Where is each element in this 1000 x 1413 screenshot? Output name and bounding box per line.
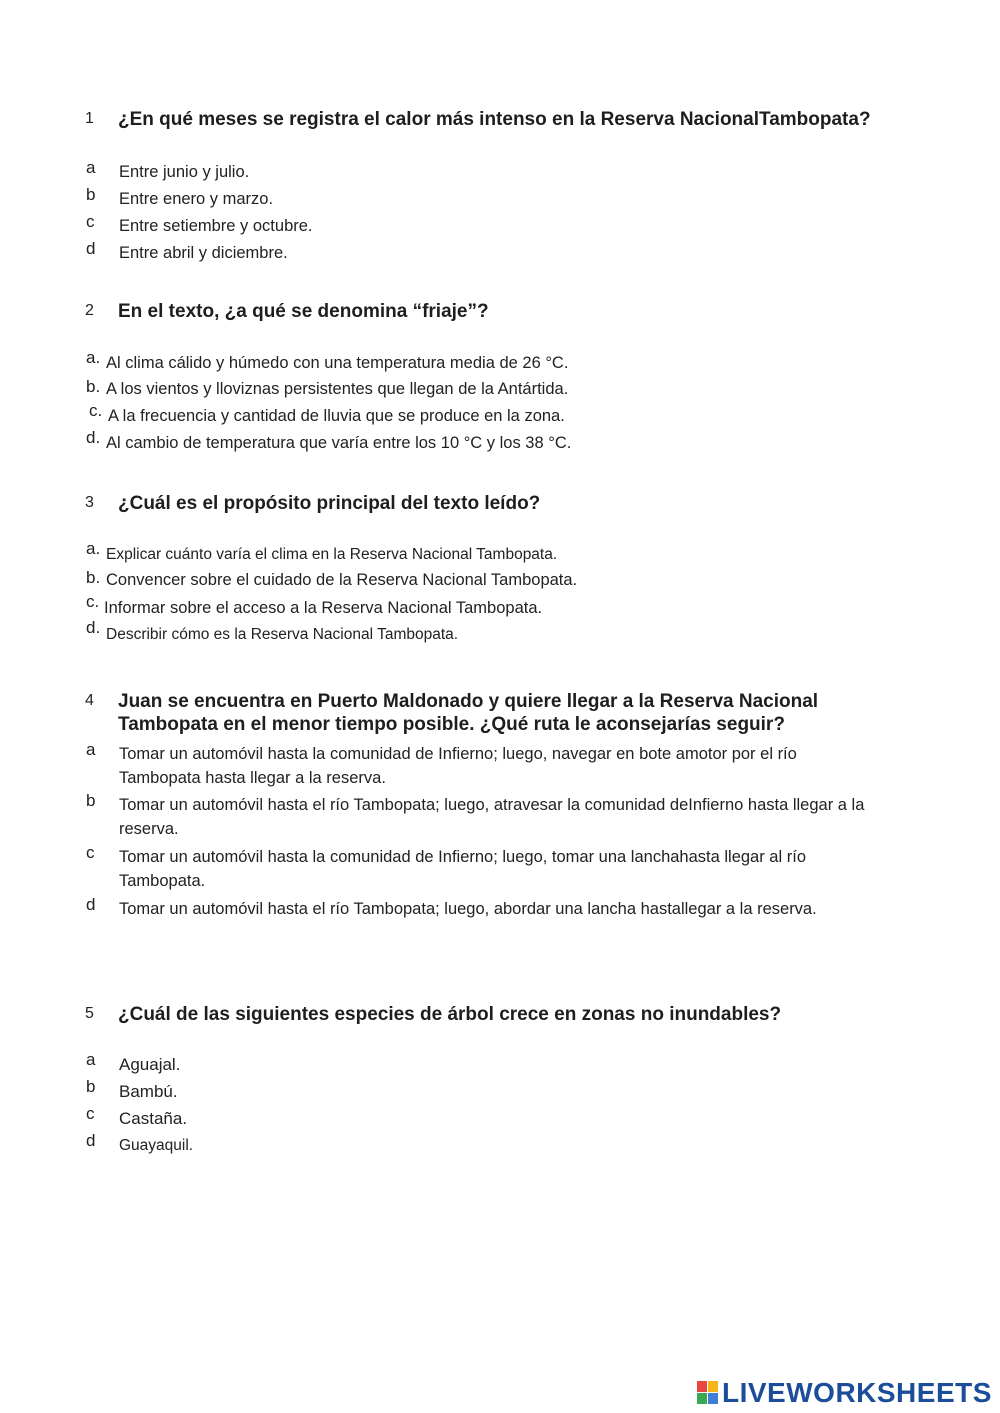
option-letter: c.	[89, 401, 103, 420]
option-letter: b.	[86, 568, 101, 587]
option-text-line-1: Tomar un automóvil hasta la comunidad de Infierno; luego, tomar una lanchahasta llegar al río	[119, 848, 806, 866]
question-3	[0, 492, 1000, 643]
option-letter: a.	[86, 539, 101, 558]
option-letter: b.	[86, 377, 101, 396]
option-letter: b	[86, 1077, 96, 1096]
option-letter: d.	[86, 618, 101, 637]
question-header	[0, 492, 1000, 516]
option-letter: c	[86, 212, 95, 231]
option-letter: c	[86, 843, 95, 862]
question-text: ¿Cuál es el propósito principal del texto leído?	[118, 493, 541, 514]
option-text-line-2: reserva.	[119, 820, 179, 838]
option-text: Bambú.	[119, 1082, 178, 1101]
option-text: A los vientos y lloviznas persistentes que llegan de la Antártida.	[106, 380, 569, 398]
option-letter: c	[86, 1104, 95, 1123]
option-text: Convencer sobre el cuidado de la Reserva Nacional Tambopata.	[106, 571, 578, 589]
option-letter: a	[86, 1050, 96, 1069]
option-letter: a	[86, 158, 96, 177]
option-text: Informar sobre el acceso a la Reserva Nacional Tambopata.	[104, 599, 543, 617]
option-text: Al clima cálido y húmedo con una temperatura media de 26 °C.	[106, 354, 569, 372]
option-text-line-2: Tambopata.	[119, 872, 206, 890]
option-letter: d	[86, 1131, 96, 1150]
option-text-line-1: Tomar un automóvil hasta el río Tambopata; luego, atravesar la comunidad deInfierno hasta llegar a la	[119, 796, 865, 814]
option-text: Castaña.	[119, 1109, 188, 1128]
option-letter: b	[86, 791, 96, 810]
question-number: 4	[85, 692, 94, 709]
option-text: Entre enero y marzo.	[119, 190, 274, 208]
logo-text: LIVEWORKSHEETS	[722, 1377, 992, 1408]
option-text: A la frecuencia y cantidad de lluvia que se produce en la zona.	[108, 407, 565, 425]
option-text: Entre junio y julio.	[119, 163, 250, 181]
logo-mark-icon	[697, 1381, 719, 1405]
question-number: 2	[85, 302, 94, 319]
liveworksheets-logo	[697, 1378, 992, 1408]
question-number: 3	[85, 494, 94, 511]
option-text: Aguajal.	[119, 1055, 181, 1074]
question-number: 5	[85, 1005, 94, 1022]
question-text-line-2: Tambopata en el menor tiempo posible. ¿Qué ruta le aconsejarías seguir?	[118, 714, 785, 735]
question-number: 1	[85, 110, 94, 127]
question-1	[0, 108, 1000, 262]
option-text-line-1: Tomar un automóvil hasta la comunidad de Infierno; luego, navegar en bote amotor por el río	[119, 745, 797, 763]
option-text: Entre abril y diciembre.	[119, 244, 288, 262]
question-header	[0, 108, 1000, 132]
option-letter: a	[86, 740, 96, 759]
option-letter: c.	[86, 592, 100, 611]
option-text: Al cambio de temperatura que varía entre los 10 °C y los 38 °C.	[106, 434, 572, 452]
question-text: ¿Cuál de las siguientes especies de árbol crece en zonas no inundables?	[118, 1004, 782, 1025]
question-header	[0, 1003, 1000, 1027]
option-letter: a.	[86, 348, 101, 367]
option-letter: d	[86, 239, 96, 258]
option-letter: b	[86, 185, 96, 204]
option-text-line-1: Tomar un automóvil hasta el río Tambopata; luego, abordar una lancha hastallegar a la reserva.	[119, 900, 817, 918]
option-text: Entre setiembre y octubre.	[119, 217, 313, 235]
question-header	[0, 690, 1000, 738]
question-text: ¿En qué meses se registra el calor más intenso en la Reserva NacionalTambopata?	[118, 109, 871, 130]
question-text-line-1: Juan se encuentra en Puerto Maldonado y quiere llegar a la Reserva Nacional	[118, 691, 819, 712]
question-2	[0, 300, 1000, 452]
question-4	[0, 690, 1000, 918]
question-text: En el texto, ¿a qué se denomina “friaje”?	[118, 301, 489, 322]
option-letter: d.	[86, 428, 101, 447]
question-5	[0, 1003, 1000, 1154]
option-text: Explicar cuánto varía el clima en la Reserva Nacional Tambopata.	[106, 546, 558, 563]
option-letter: d	[86, 895, 96, 914]
question-header	[0, 300, 1000, 324]
option-text: Describir cómo es la Reserva Nacional Tambopata.	[106, 626, 459, 643]
option-text-line-2: Tambopata hasta llegar a la reserva.	[119, 769, 386, 787]
option-text: Guayaquil.	[119, 1137, 194, 1154]
